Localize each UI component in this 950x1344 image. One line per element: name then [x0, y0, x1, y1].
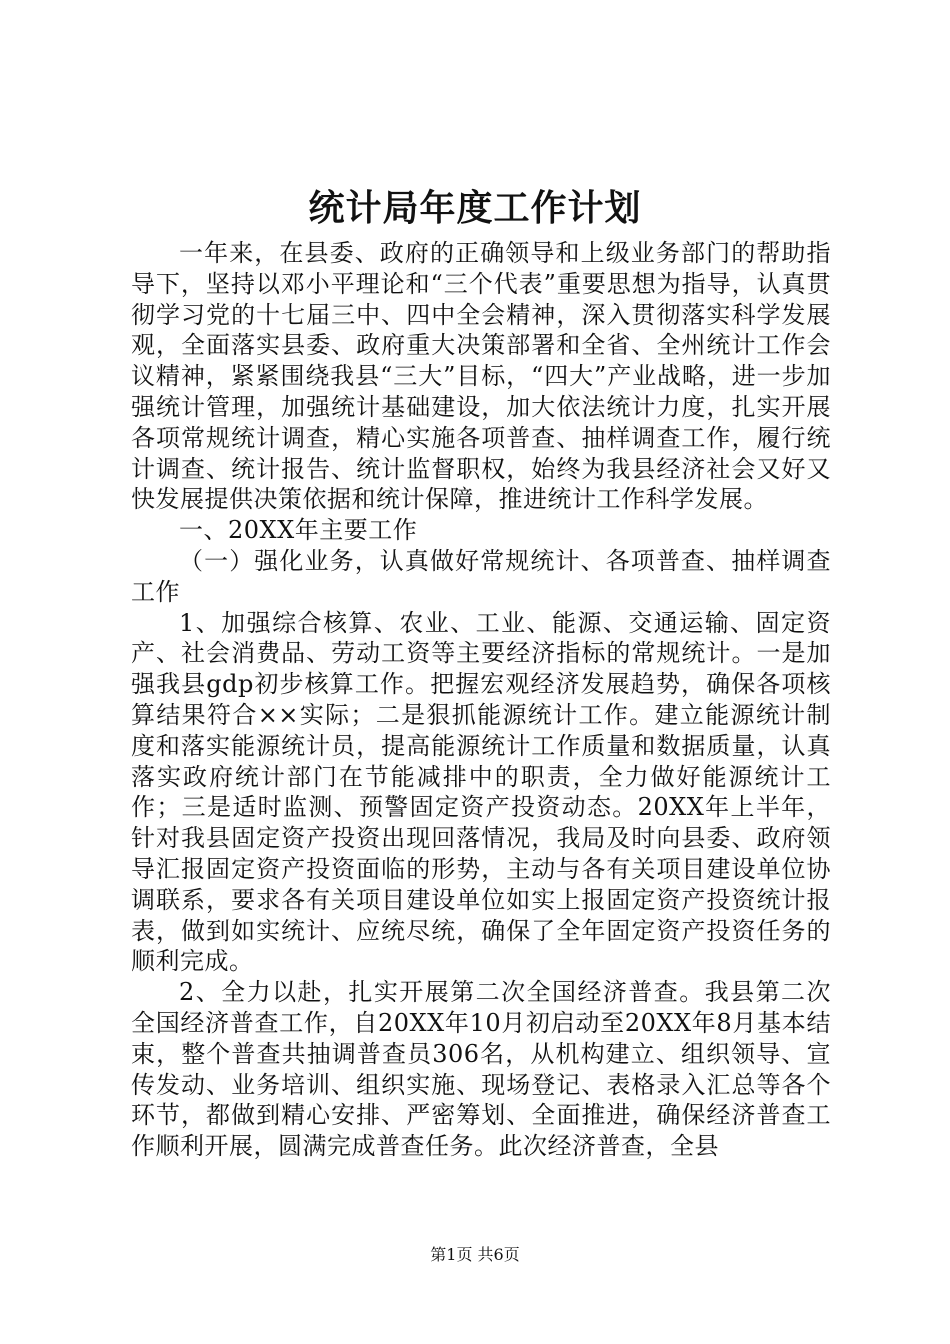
section-heading: 一、20XX年主要工作	[179, 516, 418, 545]
document-body	[131, 238, 831, 1162]
paragraph-item-1: 1、加强综合核算、农业、工业、能源、交通运输、固定资产、社会消费品、劳动工资等主要经济指标的常规统计。一是加强我县gdp初步核算工作。把握宏观经济发展趋势，确保各项核算结果符合××实际；二是狠抓能源统计工作。建立能源统计制度和落实能源统计员，提高能源统计工作质量和数据质量，认真落实政府统计部门在节能减排中的职责，全力做好能源统计工作；三是适时监测、预警固定资产投资动态。20XX年上半年，针对我县固定资产投资出现回落情况，我局及时向县委、政府领导汇报固定资产投资面临的形势，主动与各有关项目建设单位协调联系，要求各有关项目建设单位如实上报固定资产投资统计报表，做到如实统计、应统尽统，确保了全年固定资产投资任务的顺利完成。	[131, 608, 831, 976]
paragraph-intro: 一年来，在县委、政府的正确领导和上级业务部门的帮助指导下，坚持以邓小平理论和“三个代表”重要思想为指导，认真贯彻学习党的十七届三中、四中全会精神，深入贯彻落实科学发展观，全面落实县委、政府重大决策部署和全省、全州统计工作会议精神，紧紧围绕我县“三大”目标，“四大”产业战略，进一步加强统计管理，加强统计基础建设，加大依法统计力度，扎实开展各项常规统计调查，精心实施各项普查、抽样调查工作，履行统计调查、统计报告、统计监督职权，始终为我县经济社会又好又快发展提供决策依据和统计保障，推进统计工作科学发展。	[131, 239, 831, 514]
paragraph-item-2: 2、全力以赴，扎实开展第二次全国经济普查。我县第二次全国经济普查工作，自20XX年10月初启动至20XX年8月基本结束，整个普查共抽调普查员306名，从机构建立、组织领导、宣传发动、业务培训、组织实施、现场登记、表格录入汇总等各个环节，都做到精心安排、严密筹划、全面推进，确保经济普查工作顺利开展，圆满完成普查任务。此次经济普查，全县	[131, 978, 831, 1161]
subsection-heading: （一）强化业务，认真做好常规统计、各项普查、抽样调查工作	[131, 546, 831, 606]
page-footer: 第1页 共6页	[430, 1245, 520, 1264]
document-title: 统计局年度工作计划	[308, 187, 642, 229]
